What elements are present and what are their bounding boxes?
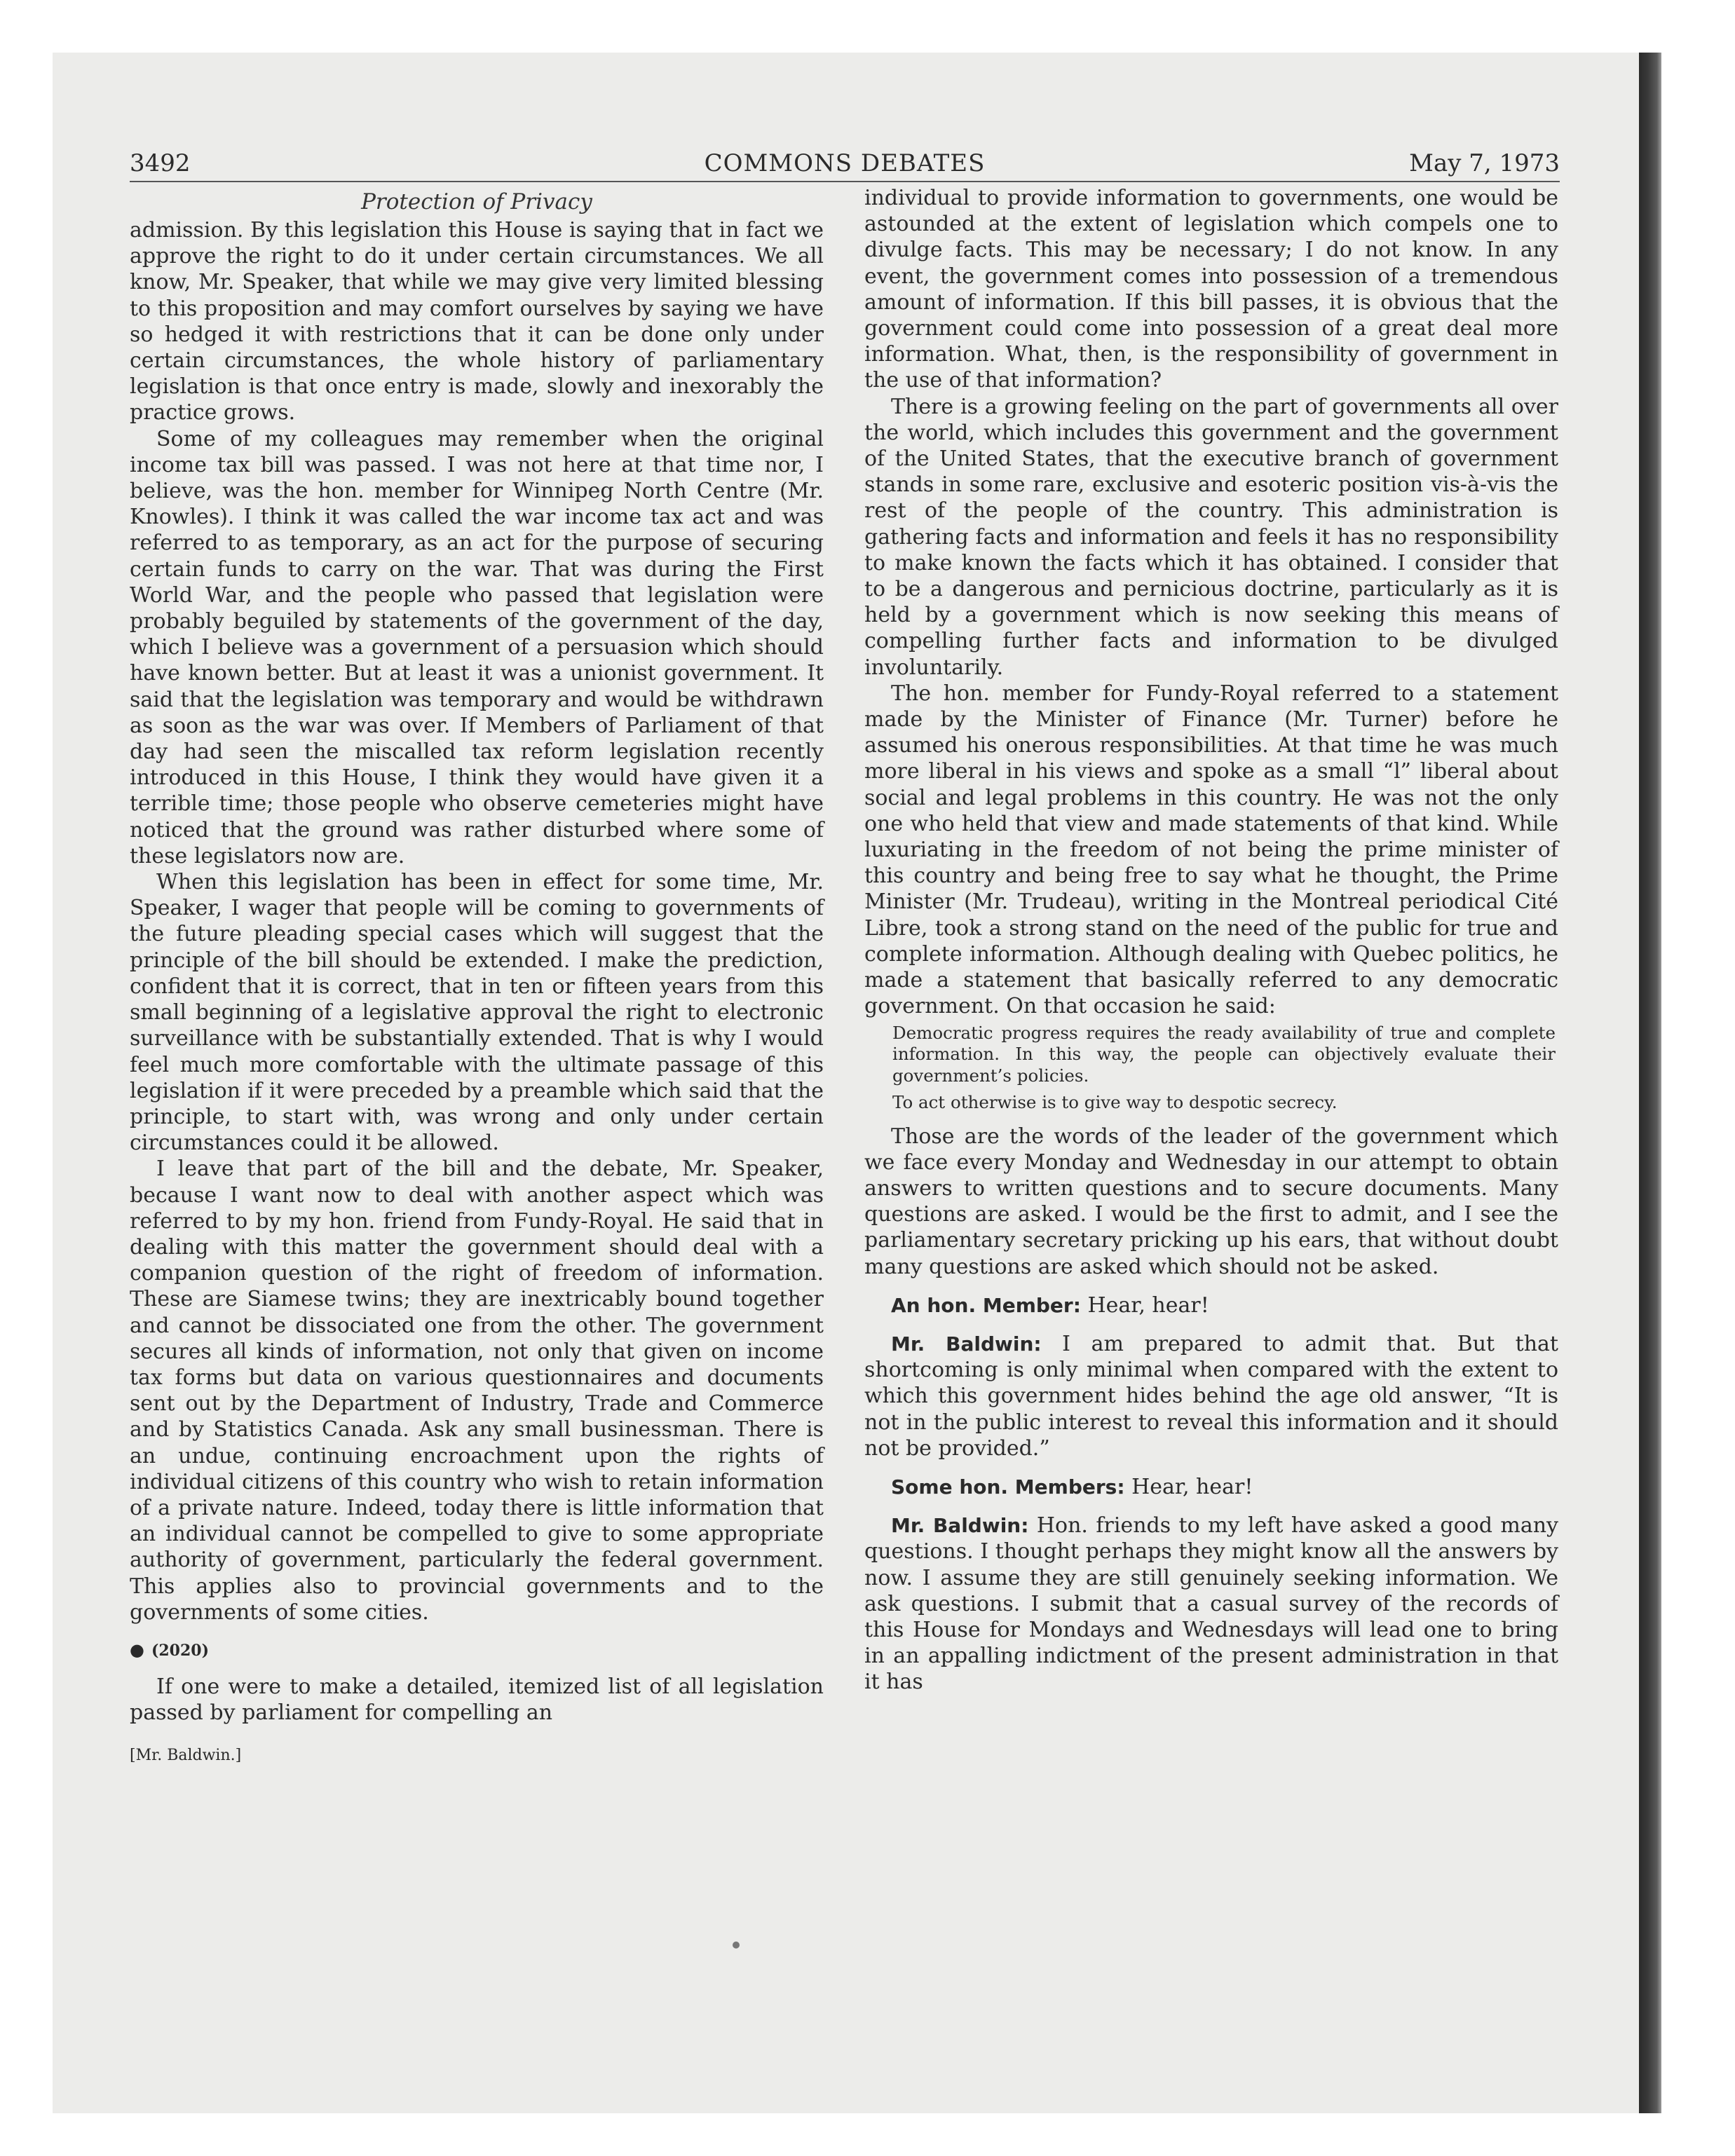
journal-title: COMMONS DEBATES — [704, 149, 986, 177]
speaker-name: Mr. Baldwin: — [891, 1332, 1042, 1356]
paragraph: There is a growing feeling on the part of governments all over the world, which includes this government and the government of the United States, that the executive branch of government stands in some rare, exclusive and esoteric position vis-à-vis the rest of the people of the country. This administration is gathering facts and information and feels it has no responsibility to make known the facts which it has obtained. I consider that to be a dangerous and pernicious doctrine, particularly as it is held by a government which is now seeking this means of compelling further facts and information to be divulged involuntarily. — [864, 394, 1558, 680]
paragraph: When this legislation has been in effect for some time, Mr. Speaker, I wager that people will be coming to governments of the future pleading special cases which will suggest that the principle of the bill should be extended. I make the prediction, confident that it is correct, that in ten or fifteen years from this small beginning of a legislative approval the right to electronic surveillance with be substantially extended. That is why I would feel much more comfortable with the ultimate passage of this legislation if it were preceded by a preamble which said that the principle, to start with, was wrong and only under certain circumstances could it be allowed. — [130, 870, 824, 1156]
paragraph: individual to provide information to governments, one would be astounded at the extent of legislation which compels one to divulge facts. This may be necessary; I do not know. In any event, the government comes into possession of a tremendous amount of information. If this bill passes, it is obvious that the government could come into possession of a great deal more information. What, then, is the responsibility of government in the use of that information? — [864, 186, 1558, 393]
scan-smudge — [733, 1942, 740, 1949]
right-column — [864, 185, 1558, 1696]
paragraph: Some of my colleagues may remember when the original income tax bill was passed. I was not here at that time nor, I believe, was the hon. member for Winnipeg North Centre (Mr. Knowles). I think it was called the war income tax act and was referred to as temporary, as an act for the purpose of securing certain funds to carry on the war. That was during the First World War, and the people who passed that legislation were probably beguiled by statements of the government of the day, which I believe was a government of a persuasion which should have known better. But at least it was a unionist government. It said that the legislation was temporary and would be withdrawn as soon as the war was over. If Members of Parliament of that day had seen the miscalled tax reform legislation recently introduced in this House, I think they would have given it a terrible time; those people who observe cemeteries might have noticed that the ground was rather disturbed where some of these legislators now are. — [130, 426, 824, 868]
quote-paragraph: Democratic progress requires the ready availability of true and complete information. In this way, the people can objectively evaluate their government’s policies. — [892, 1022, 1556, 1086]
running-head — [130, 146, 1560, 182]
issue-date: May 7, 1973 — [1409, 149, 1560, 177]
speech-text: Hon. friends to my left have asked a good many questions. I thought perhaps they might know all the answers by now. I assume they are still genuinely seeking information. We ask questions. I submit that a casual survey of the records of this House for Mondays and Wednesdays will lead one to bring in an appalling indictment of the present administration in that it has — [864, 1513, 1558, 1695]
speech-text: Hear, hear! — [1087, 1292, 1209, 1318]
speech-text: I am prepared to admit that. But that shortcoming is only minimal when compared with the extent to which this government hides behind the age old answer, “It is not in the public interest to reveal this information and it should not be provided.” — [864, 1331, 1558, 1461]
speaker-name: Mr. Baldwin: — [891, 1514, 1029, 1538]
page-content — [130, 146, 1560, 1765]
speech-exchange — [864, 1331, 1558, 1461]
block-quote — [864, 1023, 1558, 1114]
speaker-name: Some hon. Members: — [891, 1475, 1125, 1499]
speech-exchange — [864, 1513, 1558, 1695]
section-title: Protection of Privacy — [361, 189, 592, 214]
paragraph: admission. By this legislation this House is saying that in fact we approve the right to do it under certain circumstances. We all know, Mr. Speaker, that while we may give very limited blessing to this proposition and may comfort ourselves by saying we have so hedged it with restrictions that it can be done only under certain circumstances, the whole history of parliamentary legislation is that once entry is made, slowly and inexorably the practice grows. — [130, 218, 824, 425]
time-marker — [130, 1639, 824, 1661]
speech-exchange — [864, 1292, 1558, 1318]
page-binding-edge — [1639, 53, 1661, 2113]
paragraph: Those are the words of the leader of the government which we face every Monday and Wednesday in our attempt to obtain answers to written questions and to secure documents. Many questions are asked. I would be the first to admit, and I see the parliamentary secretary pricking up his ears, that without doubt many questions are asked which should not be asked. — [864, 1124, 1558, 1279]
page-number: 3492 — [130, 149, 191, 177]
speaker-name: An hon. Member: — [891, 1293, 1081, 1317]
left-column — [130, 217, 824, 1766]
speech-exchange — [864, 1474, 1558, 1500]
paragraph: If one were to make a detailed, itemized list of all legislation passed by parliament for compelling an — [130, 1674, 824, 1726]
paragraph: I leave that part of the bill and the debate, Mr. Speaker, because I want now to deal with another aspect which was referred to by my hon. friend from Fundy-Royal. He said that in dealing with this matter the government should deal with a companion question of the right of freedom of information. These are Siamese twins; they are inextricably bound together and cannot be dissociated one from the other. The government secures all kinds of information, not only that given on income tax forms but data on various questionnaires and documents sent out by the Department of Industry, Trade and Commerce and by Statistics Canada. Ask any small businessman. There is an undue, continuing encroachment upon the rights of individual citizens of this country who wish to retain information of a private nature. Indeed, today there is little information that an individual cannot be compelled to give to some appropriate authority of government, particularly the federal government. This applies also to provincial governments and to the governments of some cities. — [130, 1157, 824, 1625]
quote-paragraph: To act otherwise is to give way to despotic secrecy. — [892, 1092, 1338, 1112]
speaker-attribution: [Mr. Baldwin.] — [130, 1747, 242, 1765]
time-marker-text: (2020) — [151, 1641, 210, 1660]
bullet-icon: ● — [130, 1639, 144, 1660]
speech-text: Hear, hear! — [1131, 1474, 1253, 1499]
paragraph: The hon. member for Fundy-Royal referred to a statement made by the Minister of Finance (Mr. Turner) before he assumed his onerous responsibilities. At that time he was much more liberal in his views and spoke as a small “l” liberal about social and legal problems in this country. He was not the only one who held that view and made statements of that kind. While luxuriating in the freedom of not being the prime minister of this country and being free to say what he thought, the Prime Minister (Mr. Trudeau), writing in the Montreal periodical Cité Libre, took a strong stand on the need of the public for true and complete information. Although dealing with Quebec politics, he made a statement that basically referred to any democratic government. On that occasion he said: — [864, 681, 1558, 1019]
